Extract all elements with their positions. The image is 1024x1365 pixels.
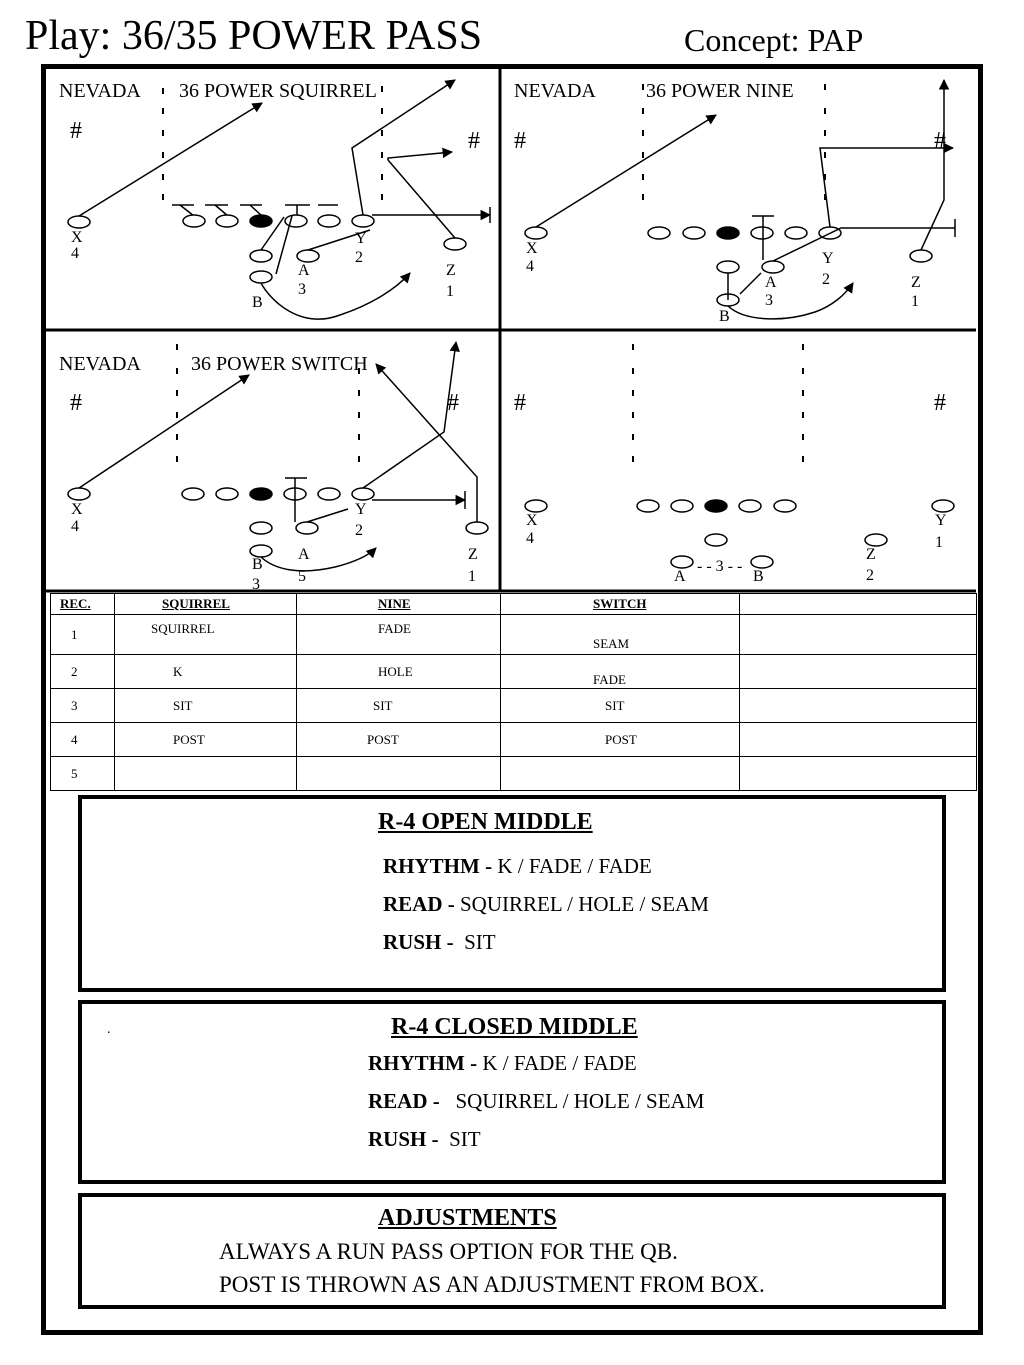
y-number: 2 [355,249,363,266]
gap-label: - - 3 - - [697,558,743,575]
left-hash-mark: # [514,128,526,154]
read-label: READ - [383,892,455,916]
cell-nine: HOLE [378,663,413,679]
table-cell [115,615,297,655]
header-rec [51,594,115,615]
rhythm-value: K / FADE / FADE [492,854,652,878]
x-label: X [526,240,538,257]
a-label: A [765,274,777,291]
left-hash-mark: # [70,118,82,144]
squirrel-formation: NEVADA [59,80,141,102]
z-number: 1 [911,293,919,310]
closed-middle-rush [368,1127,481,1152]
cell-switch: SIT [605,697,625,713]
cell-nine: SIT [373,697,393,713]
right-hash-mark: # [468,128,480,154]
open-middle-box [78,795,946,992]
table-header-row [51,594,977,615]
nine-formation: NEVADA [514,80,596,102]
cell-rec: 5 [71,765,78,781]
cell-switch: SEAM [593,636,630,651]
cell-rec: 3 [71,697,78,713]
table-cell [501,689,740,723]
table-row [51,655,977,689]
table-cell [115,655,297,689]
read-label: READ - [368,1089,440,1113]
z-number: 1 [468,568,476,585]
z-label: Z [468,546,478,563]
cell-rec: 2 [71,663,78,679]
b-label: B [252,294,263,311]
table-row [51,689,977,723]
x-number: 4 [526,258,534,275]
y-label: Y [822,250,834,267]
x-number: 4 [71,245,79,262]
cell-squirrel: SIT [173,697,193,713]
x-number: 4 [71,518,79,535]
route-table [50,593,977,791]
a-number: 5 [298,568,306,585]
right-hash-mark: # [934,390,946,416]
x-number: 4 [526,530,534,547]
read-value: SQUIRREL / HOLE / SEAM [454,892,709,916]
z-label: Z [446,262,456,279]
table-cell [297,615,501,655]
table-cell [115,757,297,791]
switch-play-name: 36 POWER SWITCH [191,353,368,375]
cell-squirrel: K [173,663,183,679]
table-cell [51,615,115,655]
x-label: X [71,229,83,246]
nine-play-name: 36 POWER NINE [646,80,794,102]
closed-middle-read [368,1089,704,1114]
header-extra [740,594,977,615]
right-hash-mark: # [934,128,946,154]
cell-switch: FADE [593,672,626,687]
table-row [51,723,977,757]
table-cell [740,723,977,757]
table-cell [115,723,297,757]
cell-nine: POST [367,731,399,747]
rhythm-label: RHYTHM - [383,854,493,878]
rhythm-label: RHYTHM - [368,1051,478,1075]
x-label: X [71,501,83,518]
rush-value: SIT [453,930,496,954]
x-label: X [526,512,538,529]
y-number: 2 [822,271,830,288]
open-middle-read [383,892,709,917]
a-label: A [674,568,686,585]
table-cell [501,723,740,757]
cell-squirrel: POST [173,731,205,747]
rhythm-value: K / FADE / FADE [477,1051,637,1075]
adjustments-line-1: ALWAYS A RUN PASS OPTION FOR THE QB. [219,1239,678,1264]
y-label: Y [355,501,367,518]
table-cell [115,689,297,723]
closed-middle-box [78,1000,946,1184]
table-cell [740,655,977,689]
switch-formation: NEVADA [59,353,141,375]
table-cell [51,723,115,757]
table-cell [501,757,740,791]
table-cell [740,757,977,791]
y-number: 2 [355,522,363,539]
b-label: B [753,568,764,585]
table-cell [297,757,501,791]
rush-label: RUSH - [368,1127,439,1151]
header-rec-label: REC. [60,596,91,611]
header-switch-label: SWITCH [593,596,647,611]
cell-switch: POST [605,731,637,747]
header-squirrel-label: SQUIRREL [162,596,230,611]
z-label: Z [911,274,921,291]
rush-value: SIT [438,1127,481,1151]
y-label: Y [355,230,367,247]
b-label: B [719,308,730,325]
table-cell [297,723,501,757]
closed-middle-title: R-4 CLOSED MIDDLE [391,1014,638,1040]
squirrel-play-name: 36 POWER SQUIRREL [179,80,377,102]
closed-middle-dot: . [107,1022,111,1037]
play-title: Play: 36/35 POWER PASS [25,13,483,59]
header-switch [501,594,740,615]
table-cell [740,615,977,655]
cell-rec: 4 [71,731,78,747]
b-number: 3 [252,576,260,593]
cell-squirrel: SQUIRREL [151,621,215,636]
table-cell [501,655,740,689]
right-hash-mark: # [447,390,459,416]
a-label: A [298,262,310,279]
a-number: 3 [298,281,306,298]
table-cell [297,689,501,723]
cell-rec: 1 [71,626,78,642]
read-value: SQUIRREL / HOLE / SEAM [439,1089,705,1113]
table-row [51,615,977,655]
open-middle-rhythm [383,854,652,879]
rush-label: RUSH - [383,930,454,954]
y-number: 1 [935,534,943,551]
a-number: 3 [765,292,773,309]
cell-nine: FADE [378,621,411,636]
z-number: 1 [446,283,454,300]
table-cell [51,757,115,791]
header-nine [297,594,501,615]
left-hash-mark: # [70,390,82,416]
concept-label: Concept: PAP [684,22,864,58]
adjustments-title: ADJUSTMENTS [378,1205,557,1231]
b-label: B [252,556,263,573]
yard-dashes [633,344,803,462]
table-cell [297,655,501,689]
table-row [51,757,977,791]
adjustments-line-2: POST IS THROWN AS AN ADJUSTMENT FROM BOX. [219,1272,765,1297]
adjustments-box [78,1193,946,1309]
offensive-line [637,500,796,512]
open-middle-title: R-4 OPEN MIDDLE [378,809,593,835]
table-cell [501,615,740,655]
z-number: 2 [866,567,874,584]
header-squirrel [115,594,297,615]
table-cell [51,655,115,689]
open-middle-rush [383,930,496,955]
closed-middle-rhythm [368,1051,637,1076]
header-nine-label: NINE [378,596,411,611]
table-cell [51,689,115,723]
y-label: Y [935,512,947,529]
left-hash-mark: # [514,390,526,416]
table-cell [740,689,977,723]
a-label: A [298,546,310,563]
z-label: Z [866,546,876,563]
